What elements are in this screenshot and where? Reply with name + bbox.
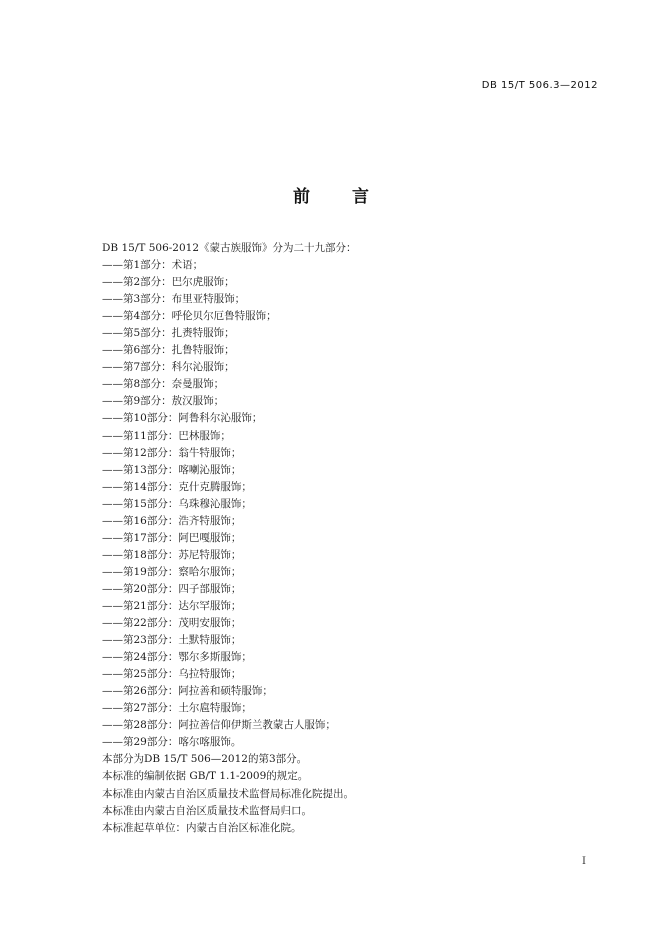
- list-item: ——第22部分：茂明安服饰；: [102, 617, 242, 630]
- intro-text: DB 15/T 506-2012《蒙古族服饰》分为二十九部分：: [102, 242, 357, 254]
- list-item: ——第3部分：布里亚特服饰；: [102, 293, 246, 306]
- closing-text: 本标准由内蒙古自治区质量技术监督局标准化院提出。: [102, 787, 354, 800]
- list-item: ——第20部分：四子部服饰；: [102, 582, 242, 595]
- document-code: DB 15/T 506.3—2012: [481, 80, 598, 91]
- list-item: ——第11部分：巴林服饰；: [102, 429, 231, 442]
- closing-text: 本标准由内蒙古自治区质量技术监督局归口。: [102, 804, 312, 817]
- page-number: I: [582, 856, 586, 867]
- list-item: ——第12部分：翁牛特服饰；: [102, 446, 242, 459]
- list-item: ——第27部分：土尔扈特服饰；: [102, 702, 252, 715]
- list-item: ——第14部分：克什克腾服饰；: [102, 480, 252, 493]
- list-item: ——第17部分：阿巴嘎服饰；: [102, 531, 242, 544]
- list-item: ——第4部分：呼伦贝尔厄鲁特服饰；: [102, 310, 277, 323]
- parts-list: [102, 257, 602, 751]
- closing-text: 本标准的编制依据 GB/T 1.1-2009的规定。: [102, 770, 309, 783]
- list-item: ——第2部分：巴尔虎服饰；: [102, 276, 235, 289]
- list-item: ——第19部分：察哈尔服饰；: [102, 565, 242, 578]
- list-item: ——第21部分：达尔罕服饰；: [102, 599, 242, 612]
- page-title: 前 言: [293, 187, 387, 207]
- list-item: ——第5部分：扎赉特服饰；: [102, 327, 235, 340]
- list-item: ——第9部分：敖汉服饰；: [102, 395, 225, 408]
- list-item: ——第1部分：术语；: [102, 259, 204, 272]
- list-item: ——第16部分：浩齐特服饰；: [102, 514, 242, 527]
- list-item: ——第24部分：鄂尔多斯服饰；: [102, 651, 252, 664]
- closing-text: 本标准起草单位：内蒙古自治区标准化院。: [102, 821, 302, 834]
- list-item: ——第25部分：乌拉特服饰；: [102, 668, 242, 681]
- list-item: ——第26部分：阿拉善和硕特服饰；: [102, 685, 273, 698]
- list-item: ——第28部分：阿拉善信仰伊斯兰教蒙古人服饰；: [102, 719, 336, 732]
- list-item: ——第15部分：乌珠穆沁服饰；: [102, 497, 252, 510]
- list-item: ——第10部分：阿鲁科尔沁服饰；: [102, 412, 263, 425]
- foreword-body: [102, 240, 602, 837]
- list-item: ——第7部分：科尔沁服饰；: [102, 361, 235, 374]
- list-item: ——第8部分：奈曼服饰；: [102, 378, 225, 391]
- list-item: ——第6部分：扎鲁特服饰；: [102, 344, 235, 357]
- list-item: ——第23部分：土默特服饰；: [102, 634, 242, 647]
- list-item: ——第13部分：喀喇沁服饰；: [102, 463, 242, 476]
- list-item: ——第18部分：苏尼特服饰；: [102, 548, 242, 561]
- closing-text: 本部分为DB 15/T 506—2012的第3部分。: [102, 753, 308, 766]
- list-item: ——第29部分：喀尔喀服饰。: [102, 736, 242, 749]
